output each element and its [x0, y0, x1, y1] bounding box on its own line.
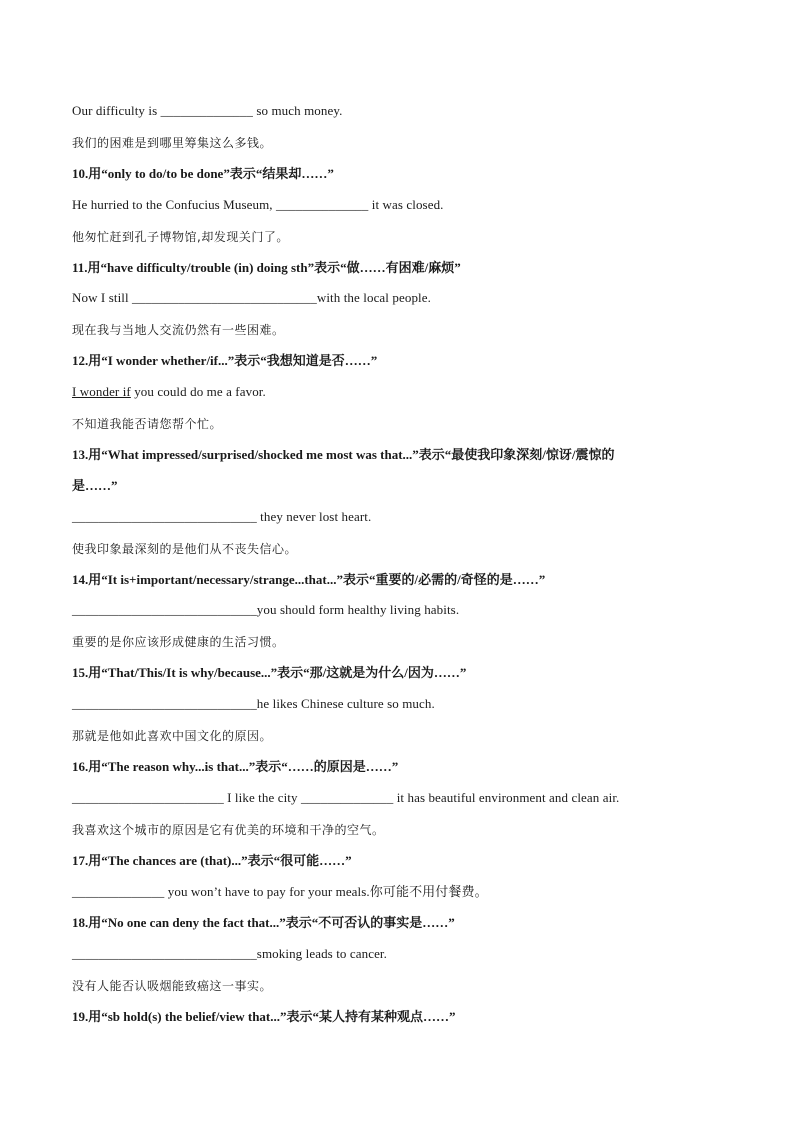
- translation: 使我印象最深刻的是他们从不丧失信心。: [72, 542, 298, 556]
- item-heading-17: 17.用“The chances are (that)...”表示“很可能……”: [72, 853, 352, 868]
- example-sentence: ______________ you won’t have to pay for your meals.你可能不用付餐费。: [72, 884, 488, 899]
- item-heading-10: 10.用“only to do/to be done”表示“结果却……”: [72, 166, 334, 181]
- example-sentence: Now I still ____________________________with the local people.: [72, 290, 431, 305]
- example-sentence: He hurried to the Confucius Museum, ______________ it was closed.: [72, 197, 444, 212]
- translation: 我们的困难是到哪里筹集这么多钱。: [72, 136, 273, 150]
- item-heading-14: 14.用“It is+important/necessary/strange...that...”表示“重要的/必需的/奇怪的是……”: [72, 572, 546, 587]
- item-heading-19: 19.用“sb hold(s) the belief/view that...”表示“某人持有某种观点……”: [72, 1009, 456, 1024]
- item-heading-13: 13.用“What impressed/surprised/shocked me most was that...”表示“最使我印象深刻/惊讶/震惊的: [72, 447, 615, 462]
- item-heading-11: 11.用“have difficulty/trouble (in) doing sth”表示“做……有困难/麻烦”: [72, 260, 461, 275]
- translation: 没有人能否认吸烟能致癌这一事实。: [72, 979, 273, 993]
- item-heading-16: 16.用“The reason why...is that...”表示“……的原因是……”: [72, 759, 399, 774]
- example-sentence: ____________________________smoking leads to cancer.: [72, 946, 387, 961]
- item-heading-15: 15.用“That/This/It is why/because...”表示“那/这就是为什么/因为……”: [72, 665, 467, 680]
- translation: 不知道我能否请您帮个忙。: [72, 417, 223, 431]
- translation: 他匆忙赶到孔子博物馆,却发现关门了。: [72, 230, 289, 244]
- underlined-phrase: I wonder if: [72, 384, 131, 399]
- sentence-rest: you could do me a favor.: [130, 384, 266, 399]
- translation: 那就是他如此喜欢中国文化的原因。: [72, 729, 273, 743]
- item-heading-12: 12.用“I wonder whether/if...”表示“我想知道是否……”: [72, 353, 378, 368]
- example-sentence: [72, 384, 266, 400]
- translation: 现在我与当地人交流仍然有一些困难。: [72, 323, 285, 337]
- translation: 我喜欢这个城市的原因是它有优美的环境和干净的空气。: [72, 823, 385, 837]
- translation: 重要的是你应该形成健康的生活习惯。: [72, 635, 285, 649]
- example-sentence: ____________________________ they never lost heart.: [72, 509, 372, 524]
- item-heading-18: 18.用“No one can deny the fact that...”表示“不可否认的事实是……”: [72, 915, 455, 930]
- example-sentence: _______________________ I like the city ______________ it has beautiful environment and clean air.: [72, 790, 620, 805]
- item-heading-13-cont: 是……”: [72, 478, 118, 493]
- example-sentence: ____________________________you should form healthy living habits.: [72, 602, 460, 617]
- example-sentence: ____________________________he likes Chinese culture so much.: [72, 696, 435, 711]
- example-sentence: Our difficulty is ______________ so much money.: [72, 103, 343, 118]
